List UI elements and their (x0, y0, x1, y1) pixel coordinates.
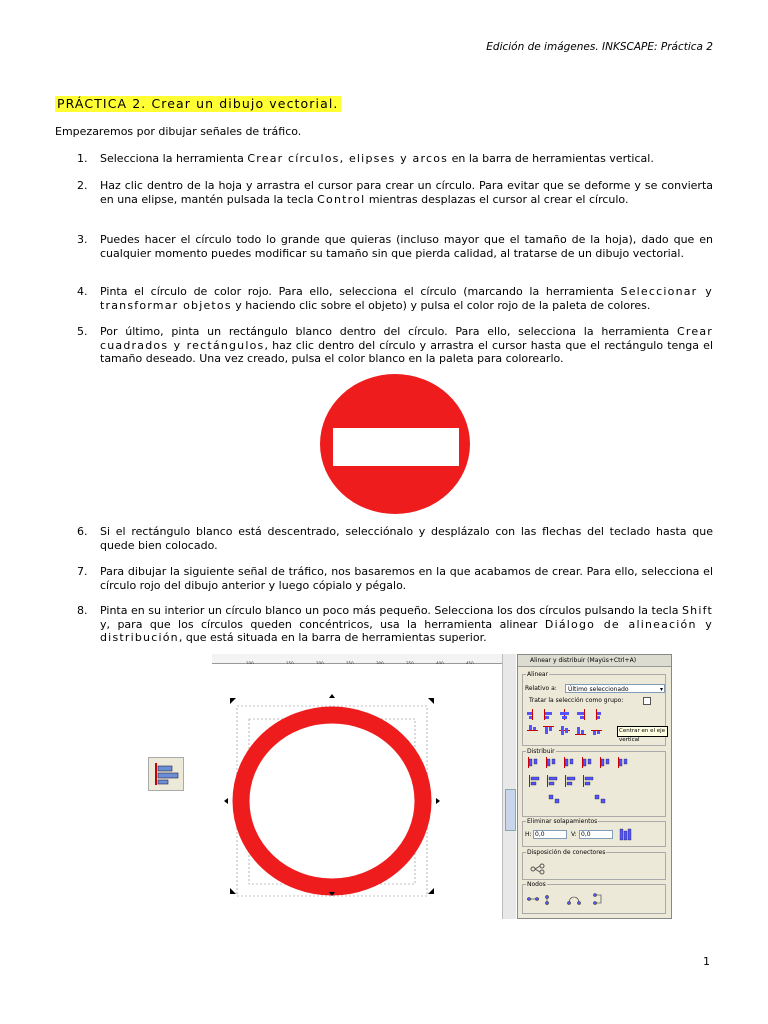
align-left-icon (149, 758, 183, 790)
step-number: 4. (77, 285, 88, 298)
group-checkbox[interactable] (643, 697, 651, 705)
align-right-icon[interactable] (575, 709, 586, 720)
drawing-canvas[interactable] (212, 664, 502, 919)
v-gap-input[interactable]: 0,0 (579, 830, 613, 839)
selection-handles (224, 694, 440, 896)
intro-text: Empezaremos por dibujar señales de tráfico. (55, 125, 302, 138)
list-item (77, 604, 713, 645)
list-item (77, 233, 713, 260)
align-distribute-panel (517, 654, 672, 919)
align-left-edge-icon[interactable] (591, 709, 602, 720)
white-rectangle (333, 428, 459, 466)
no-entry-sign (319, 373, 471, 515)
tooltip: Centrar en el eje vertical (617, 726, 668, 737)
list-item (77, 325, 713, 366)
align-bottom-edge-icon[interactable] (527, 725, 538, 736)
step-text: Selecciona la herramienta Crear círculos, elipses y arcos en la barra de herramientas vertical. (100, 152, 654, 165)
nodes-group: Nodos (522, 884, 666, 914)
relative-to-select[interactable]: Último seleccionado ▾ (565, 684, 665, 693)
step-number: 7. (77, 565, 88, 578)
align-group: Alinear Relativo a: Último seleccionado ▾ Tratar la selección como grupo: (522, 674, 666, 746)
step-number: 6. (77, 525, 88, 538)
step-number: 5. (77, 325, 88, 338)
remove-overlap-icon[interactable] (619, 828, 633, 841)
step-number: 1. (77, 152, 88, 165)
step-number: 2. (77, 179, 88, 192)
list-item (77, 152, 713, 166)
inkscape-screenshot (212, 654, 672, 919)
connector-layout-icon[interactable] (529, 863, 545, 875)
connectors-group: Disposición de conectores (522, 852, 666, 880)
panel-title: Alinear y distribuir (Mayús+Ctrl+A) (518, 655, 671, 667)
list-item (77, 565, 713, 592)
align-distribute-button[interactable] (148, 757, 184, 791)
page-header: Edición de imágenes. INKSCAPE: Práctica 2 (486, 41, 713, 53)
distribute-icons[interactable] (525, 757, 665, 817)
align-left-icon[interactable] (543, 709, 554, 720)
remove-overlap-group: Eliminar solapamientos H: 0,0 V: 0,0 (522, 821, 666, 847)
align-top-icon[interactable] (543, 725, 554, 736)
step-text: Si el rectángulo blanco está descentrado, selecciónalo y desplázalo con las flechas del teclado hasta que quede bien colocado. (100, 525, 713, 552)
list-item (77, 285, 713, 312)
vertical-scrollbar[interactable] (502, 654, 516, 919)
list-item (77, 179, 713, 206)
step-text: Puedes hacer el círculo todo lo grande que quieras (incluso mayor que el tamaño de la hoja), dado que en cualquier momento puedes modificar su tamaño sin que pierda calidad, al tratarse de un dibujo vectorial. (100, 233, 713, 260)
align-top-edge-icon[interactable] (591, 725, 602, 736)
page-number: 1 (703, 955, 710, 968)
page-title: PRÁCTICA 2. Crear un dibujo vectorial. (57, 96, 339, 111)
node-align-icons[interactable] (525, 891, 665, 911)
step-text: Por último, pinta un rectángulo blanco dentro del círculo. Para ello, selecciona la herramienta Crear cuadrados y rectángulos, haz clic dentro del círculo y arrastra el cursor hasta que el rectángulo tenga el tamaño deseado. Una vez creado, pulsa el color blanco en la paleta para colorearlo. (100, 325, 713, 365)
step-number: 3. (77, 233, 88, 246)
align-center-vertical-icon[interactable] (559, 709, 570, 720)
align-center-horizontal-icon[interactable] (559, 725, 570, 736)
step-text: Pinta el círculo de color rojo. Para ello, selecciona el círculo (marcando la herramienta Seleccionar y transformar objetos y haciendo clic sobre el objeto) y pulsa el color rojo de la paleta de colores. (100, 285, 714, 312)
horizontal-ruler (212, 654, 502, 664)
distribute-group: Distribuir (522, 751, 666, 817)
step-text: Pinta en su interior un círculo blanco un poco más pequeño. Selecciona los dos círculos pulsando la tecla Shift y, para que los círculos queden concéntricos, usa la herramienta alinear Diálogo de alineación y distribución, que está situada en la barra de herramientas superior. (100, 604, 713, 644)
h-gap-input[interactable]: 0,0 (533, 830, 567, 839)
step-text: Haz clic dentro de la hoja y arrastra el cursor para crear un círculo. Para evitar que se deforme y se convierta en una elipse, mantén pulsada la tecla Control mientras desplazas el cursor al crear el círculo. (100, 179, 713, 206)
step-text: Para dibujar la siguiente señal de tráfico, nos basaremos en la que acabamos de crear. Para ello, selecciona el círculo rojo del dibujo anterior y luego cópialo y pégalo. (100, 565, 713, 592)
step-number: 8. (77, 604, 88, 617)
list-item (77, 525, 713, 552)
red-ring (241, 715, 423, 887)
align-bottom-icon[interactable] (575, 725, 586, 736)
align-right-edge-icon[interactable] (527, 709, 538, 720)
